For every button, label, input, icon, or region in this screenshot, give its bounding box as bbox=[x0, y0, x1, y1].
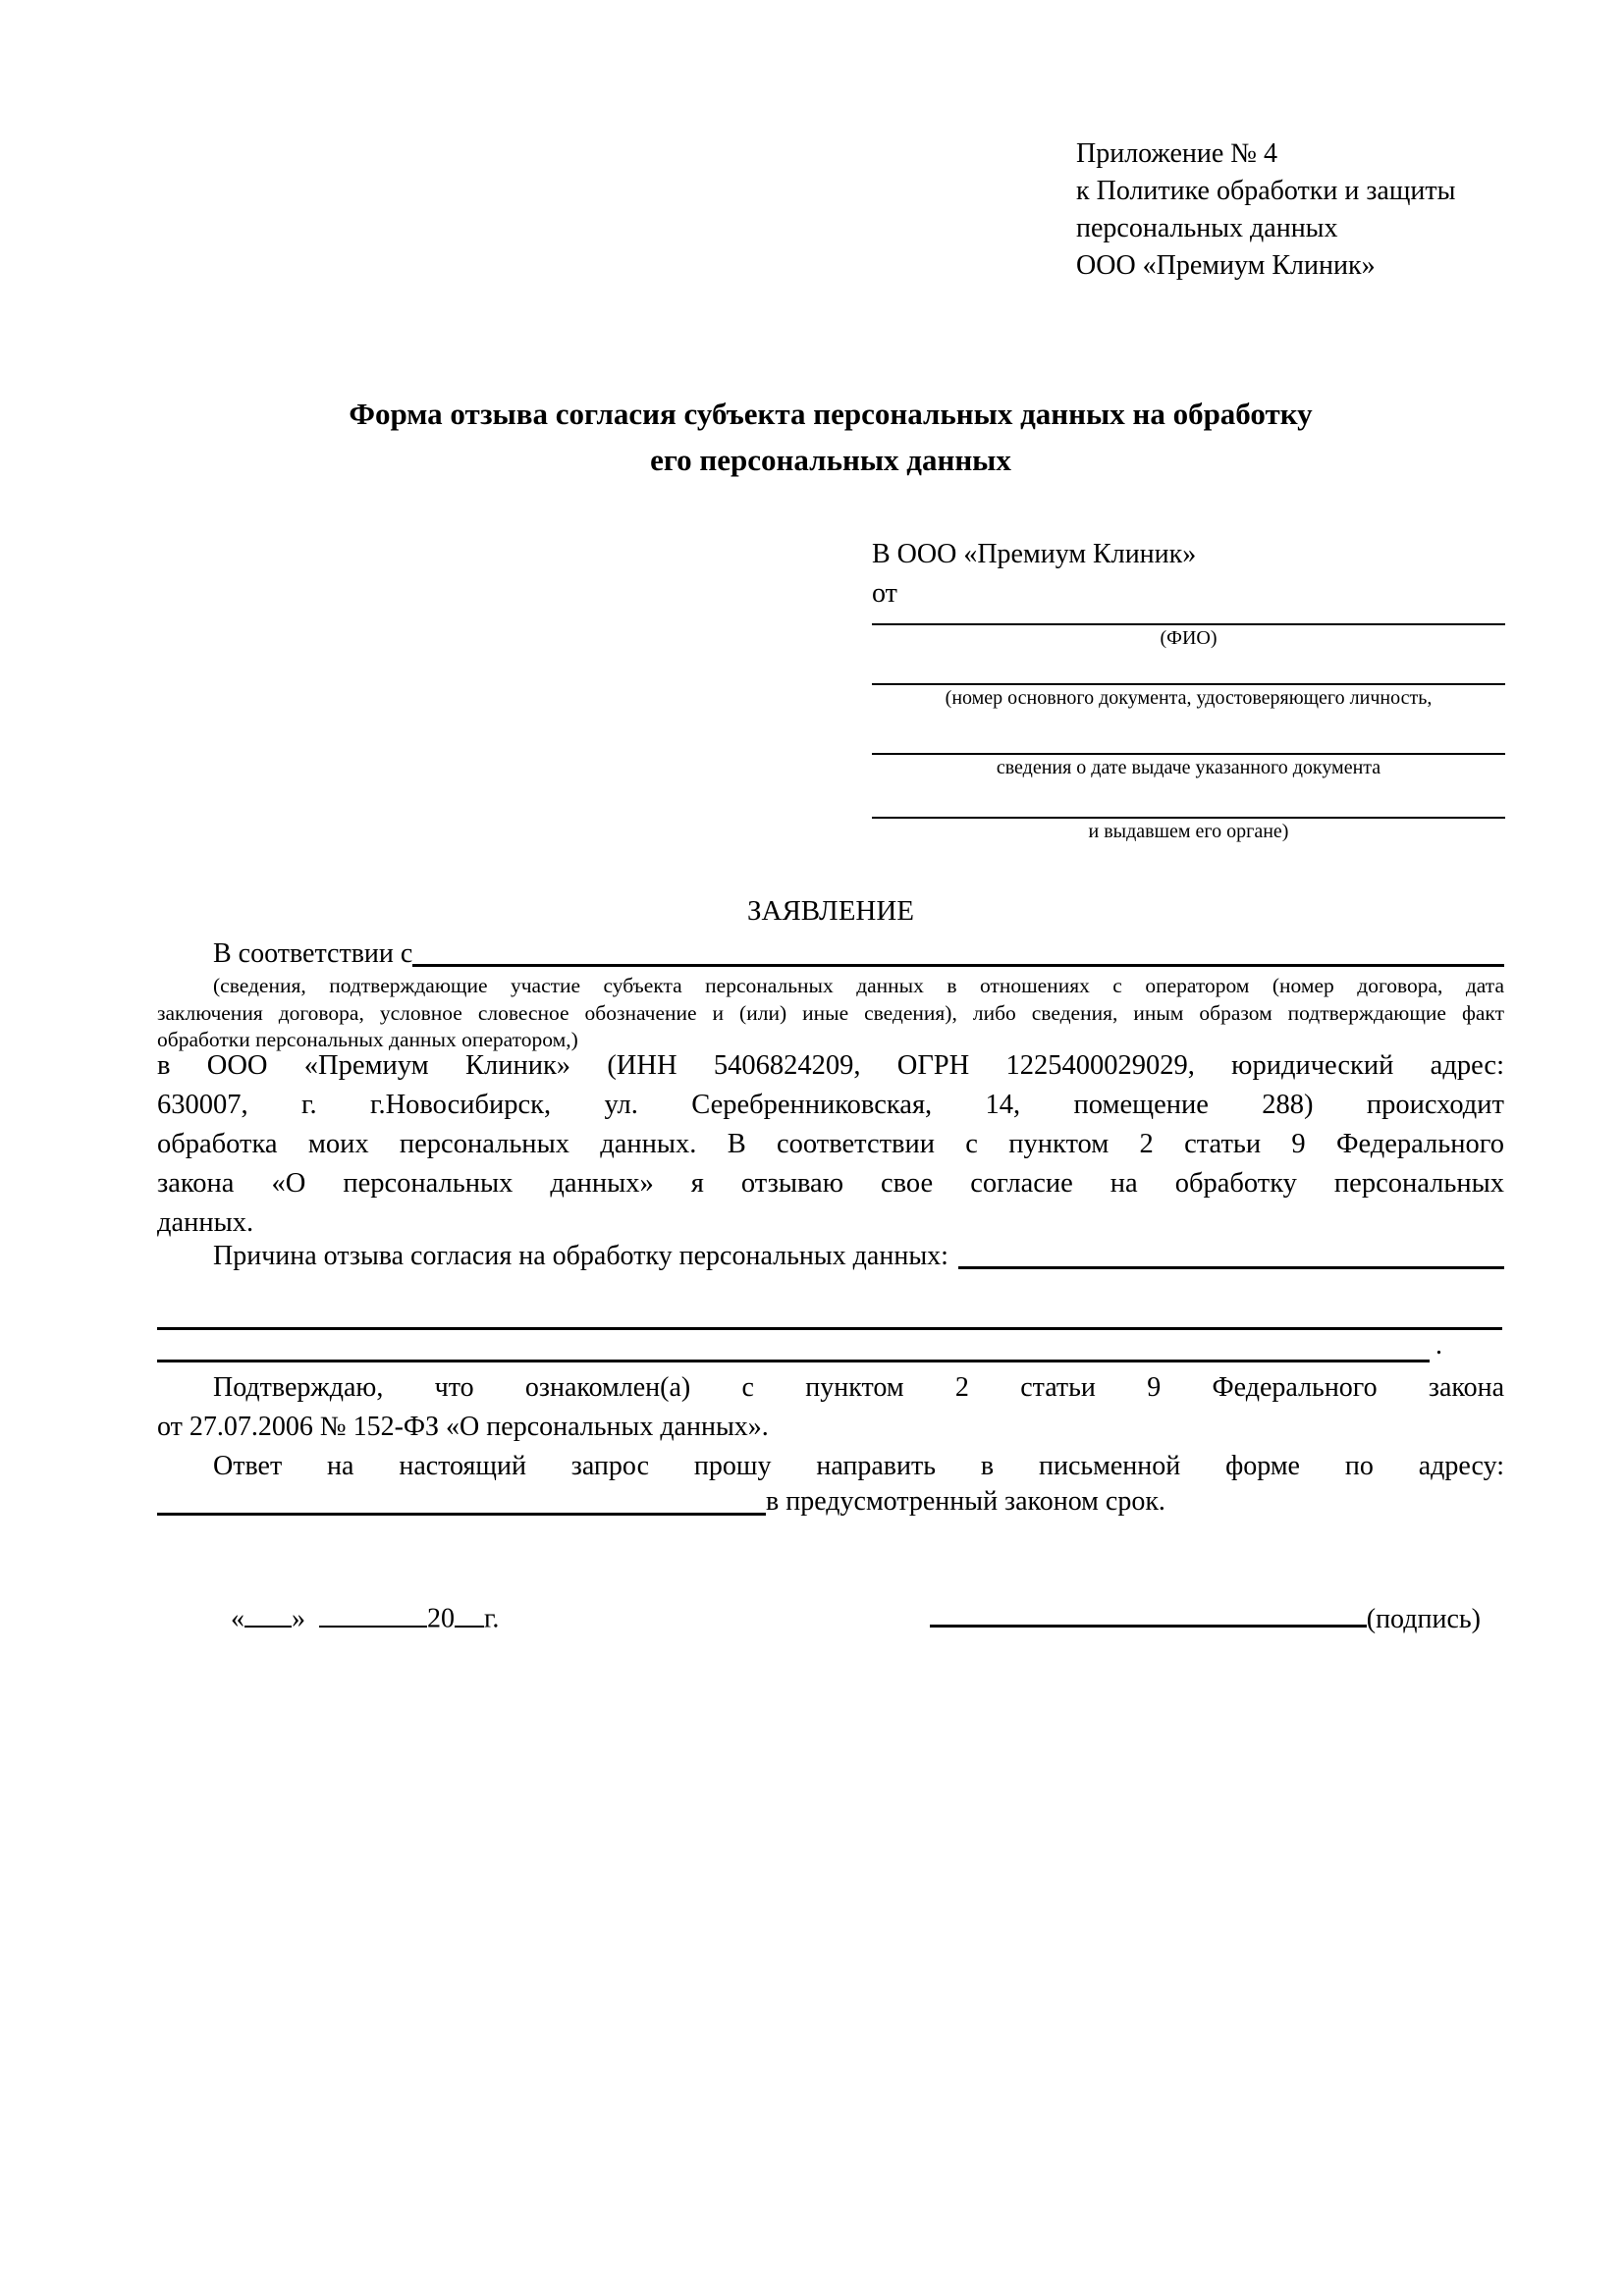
reply-address-blank[interactable] bbox=[157, 1482, 766, 1516]
accordance-blank[interactable] bbox=[412, 934, 1504, 967]
addressee-organization: В ООО «Премиум Клиник» bbox=[872, 539, 1197, 569]
issue-date-blank[interactable] bbox=[872, 712, 1505, 755]
reason-continuation-blank-1[interactable] bbox=[157, 1286, 1502, 1330]
accordance-line bbox=[157, 934, 1504, 974]
form-title bbox=[157, 391, 1504, 483]
reason-continuation-blank-2[interactable] bbox=[157, 1328, 1430, 1362]
confirm-paragraph bbox=[157, 1368, 1504, 1447]
fio-blank[interactable] bbox=[872, 614, 1505, 625]
document-number-caption: (номер основного документа, удостоверяющего личность, bbox=[945, 687, 1433, 709]
issue-date-caption: сведения о дате выдаче указанного документа bbox=[996, 757, 1381, 778]
year-prefix: 20 bbox=[427, 1603, 455, 1634]
signature-caption: (подпись) bbox=[1366, 1603, 1481, 1634]
fine-print-line: заключения договора, условное словесное обозначение и (или) иные сведения), либо сведения, иным образом подтверждающие факт bbox=[157, 1000, 1504, 1025]
document-number-blank[interactable] bbox=[872, 652, 1505, 685]
signature-blank[interactable] bbox=[930, 1596, 1367, 1628]
appendix-note-line: к Политике обработки и защиты bbox=[1076, 176, 1456, 206]
confirm-paragraph-line: Подтверждаю, что ознакомлен(а) с пунктом 2 статьи 9 Федерального закона bbox=[213, 1372, 1504, 1403]
year-suffix: г. bbox=[484, 1603, 500, 1634]
main-paragraph-line: обработка моих персональных данных. В соответствии с пунктом 2 статьи 9 Федерального bbox=[157, 1129, 1504, 1159]
confirm-paragraph-line: от 27.07.2006 № 152-ФЗ «О персональных данных». bbox=[157, 1412, 769, 1442]
date-group bbox=[231, 1597, 499, 1639]
accordance-label: В соответствии с bbox=[213, 938, 413, 969]
fio-caption: (ФИО) bbox=[1160, 627, 1218, 649]
reason-continuation-line-2 bbox=[157, 1328, 1504, 1361]
open-quote: « bbox=[231, 1603, 244, 1634]
close-quote: » bbox=[292, 1603, 305, 1634]
issuing-authority-caption: и выдавшем его органе) bbox=[1088, 821, 1289, 842]
day-blank[interactable] bbox=[244, 1597, 292, 1628]
appendix-note-line: Приложение № 4 bbox=[1076, 138, 1277, 169]
main-paragraph-line: 630007, г. г.Новосибирск, ул. Серебренниковская, 14, помещение 288) происходит bbox=[157, 1090, 1504, 1120]
appendix-note-line: ООО «Премиум Клиник» bbox=[1076, 250, 1376, 281]
fine-print-line: обработки персональных данных оператором,) bbox=[157, 1028, 578, 1051]
reply-request-line: Ответ на настоящий запрос прошу направить в письменной форме по адресу: bbox=[213, 1451, 1504, 1481]
addressee-block bbox=[872, 535, 1505, 845]
month-blank[interactable] bbox=[319, 1597, 427, 1628]
signature-group bbox=[930, 1596, 1481, 1639]
fine-print-line: (сведения, подтверждающие участие субъекта персональных данных в отношениях с оператором (номер договора, дата bbox=[213, 974, 1504, 997]
date-signature-row bbox=[157, 1596, 1504, 1639]
reason-label: Причина отзыва согласия на обработку персональных данных: bbox=[213, 1241, 948, 1271]
reply-suffix: в предусмотренный законом срок. bbox=[766, 1486, 1165, 1517]
main-paragraph-line: данных. bbox=[157, 1207, 254, 1238]
year-blank[interactable] bbox=[455, 1597, 484, 1628]
appendix-note-line: персональных данных bbox=[1076, 213, 1338, 243]
form-title-line: Форма отзыва согласия субъекта персональных данных на обработку bbox=[349, 397, 1313, 431]
main-paragraph-line: в ООО «Премиум Клиник» (ИНН 5406824209, ОГРН 1225400029029, юридический адрес: bbox=[157, 1050, 1504, 1081]
form-title-line: его персональных данных bbox=[650, 443, 1011, 477]
period-mark: . bbox=[1435, 1330, 1442, 1361]
fine-print bbox=[157, 973, 1504, 1054]
addressee-from-label: от bbox=[872, 578, 897, 609]
reason-blank[interactable] bbox=[958, 1237, 1504, 1269]
issuing-authority-blank[interactable] bbox=[872, 781, 1505, 819]
reply-address-line bbox=[157, 1482, 1504, 1522]
main-paragraph-line: закона «О персональных данных» я отзываю свое согласие на обработку персональных bbox=[157, 1168, 1504, 1199]
appendix-note bbox=[1076, 135, 1538, 285]
main-paragraph bbox=[157, 1046, 1504, 1243]
statement-heading: ЗАЯВЛЕНИЕ bbox=[746, 895, 915, 927]
reason-line bbox=[157, 1237, 1504, 1276]
